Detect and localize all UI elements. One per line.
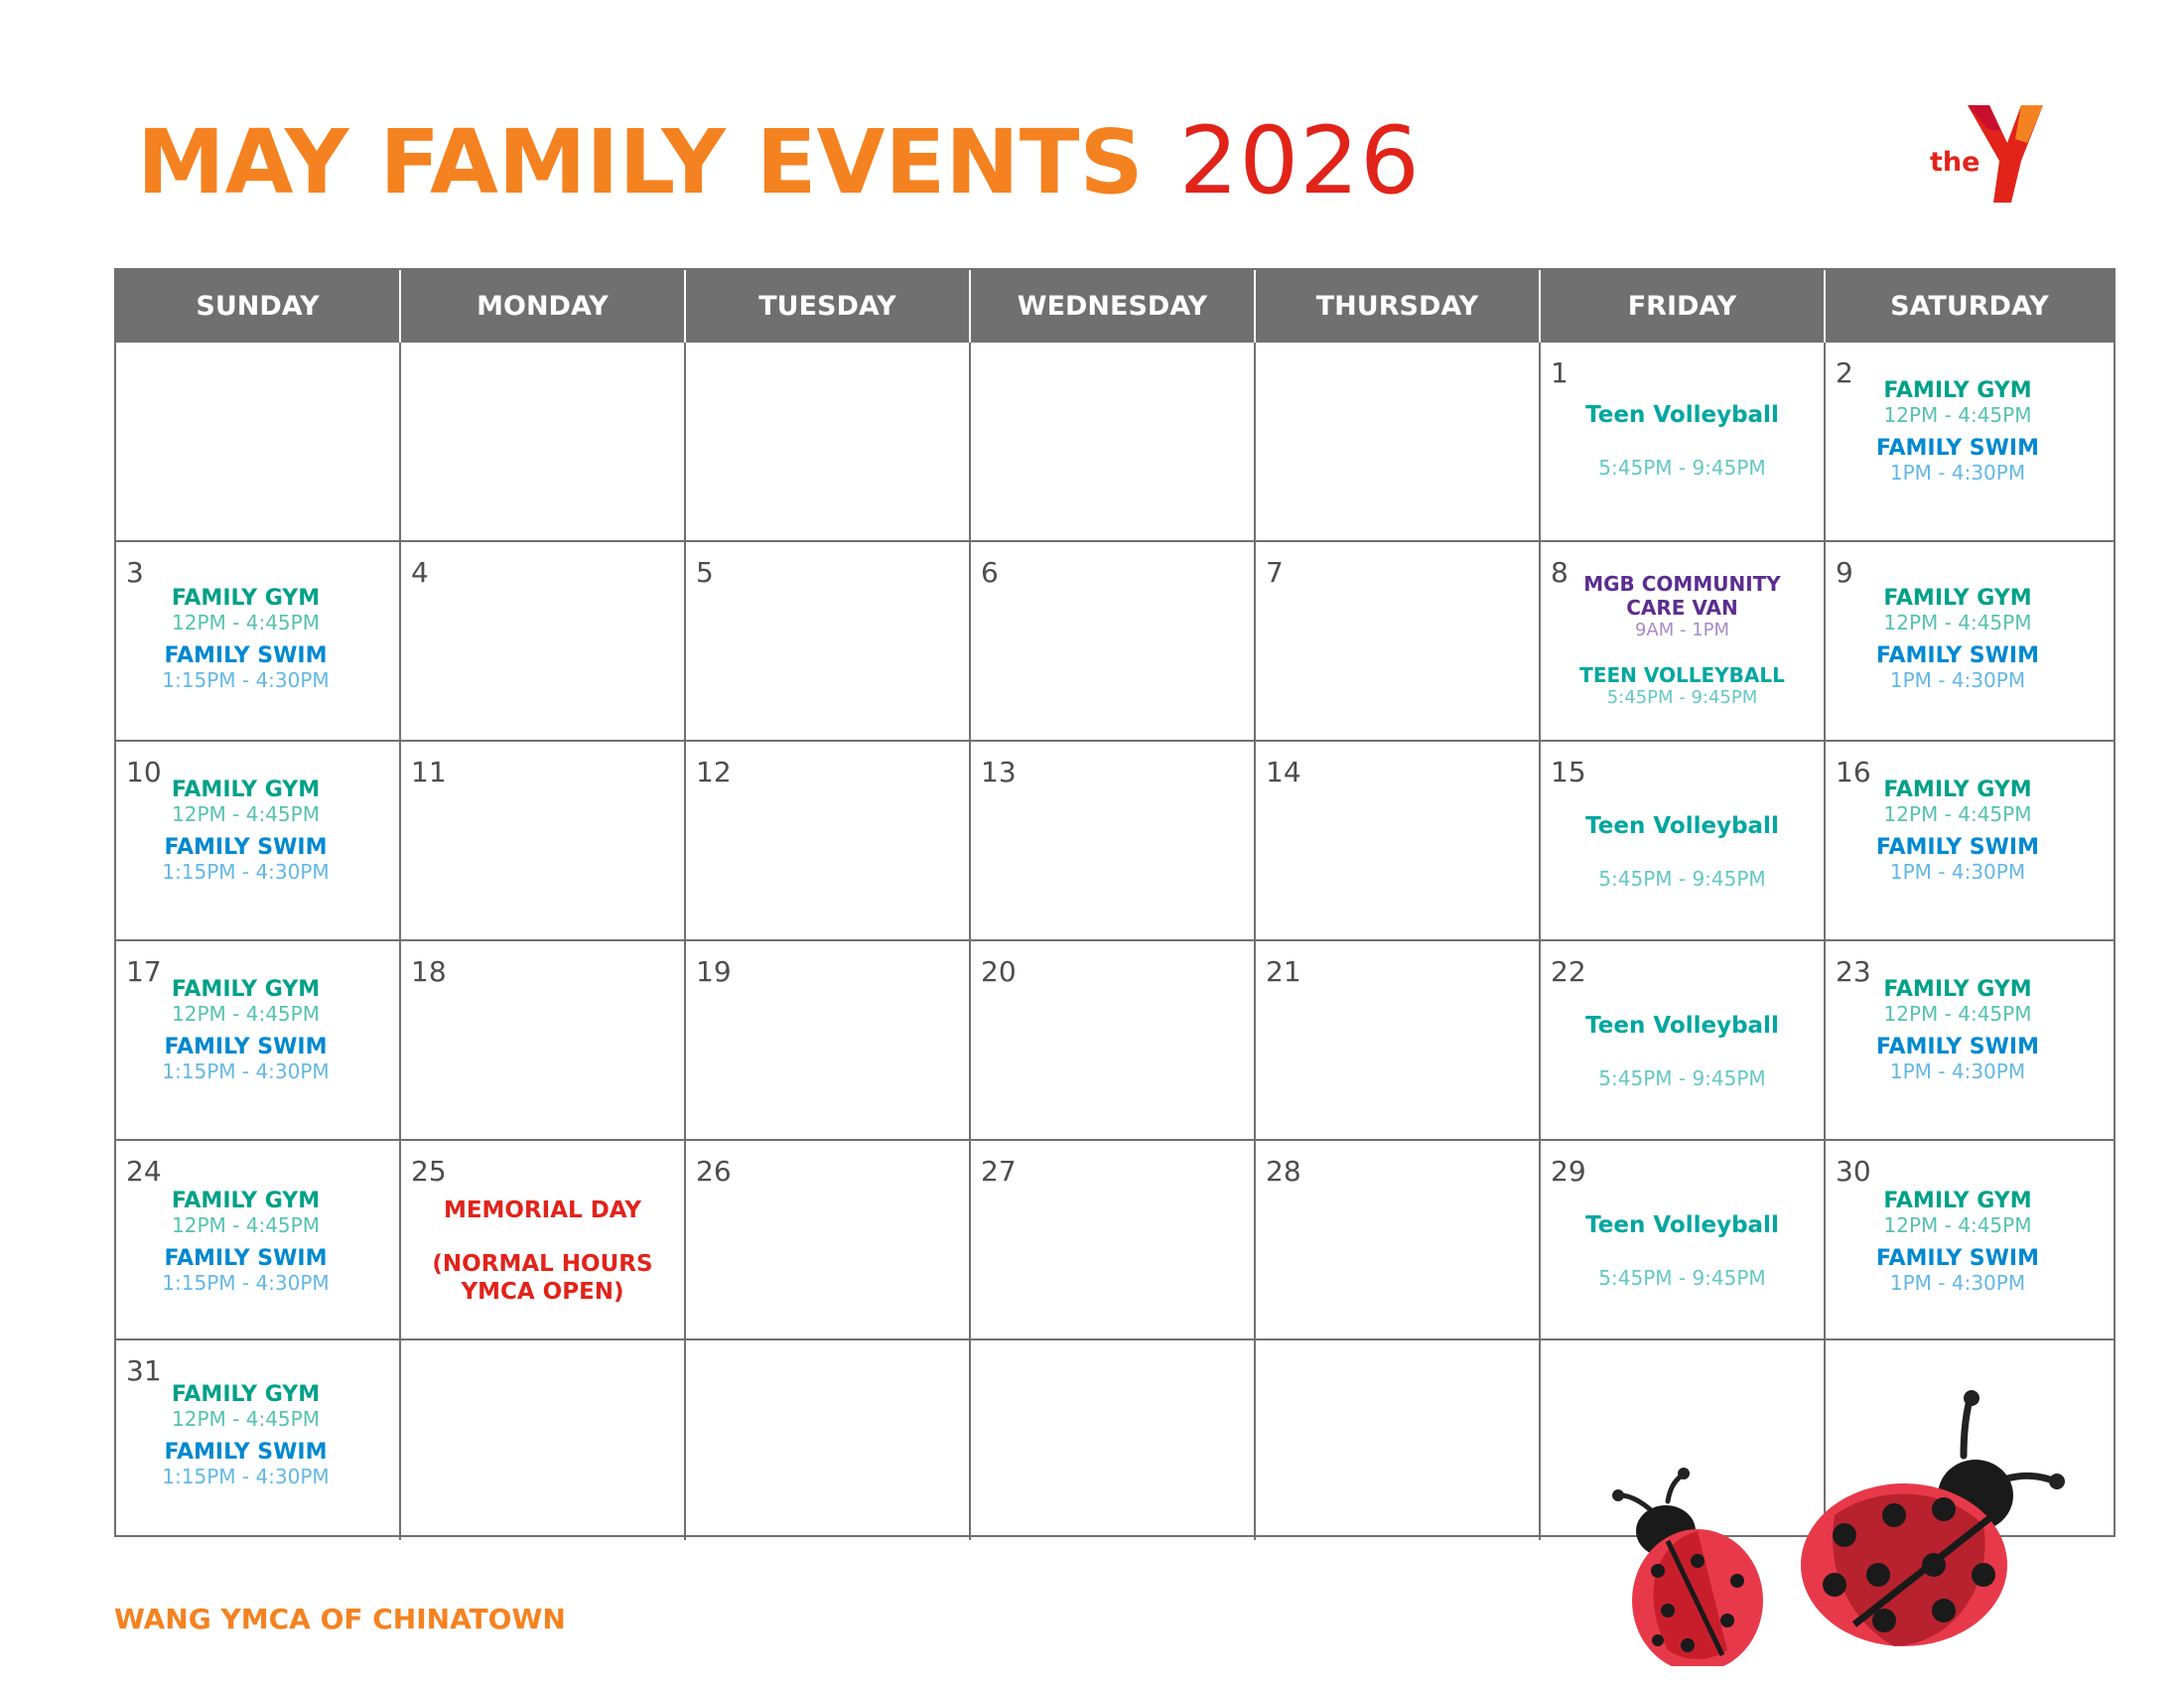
event-title: FAMILY GYM (1883, 378, 2032, 403)
event-time: 1:15PM - 4:30PM (162, 1271, 330, 1295)
day-cell-11 (401, 742, 686, 941)
day-cell-14 (1256, 742, 1541, 941)
event-teen2 (1541, 663, 1824, 709)
weekday-wednesday: WEDNESDAY (971, 270, 1256, 343)
day-number: 19 (696, 955, 732, 988)
day-number: 21 (1266, 955, 1301, 988)
day-cell-8 (1541, 542, 1826, 742)
ladybug-small-icon (1598, 1452, 1777, 1666)
event-title-line2: CARE VAN (1626, 596, 1738, 620)
event-time: 12PM - 4:45PM (172, 802, 320, 826)
day-number: 1 (1551, 356, 1569, 389)
day-number: 10 (126, 756, 162, 788)
event-title: FAMILY GYM (171, 977, 321, 1002)
event-title: Teen Volleyball (1585, 402, 1779, 428)
day-number: 24 (126, 1155, 162, 1188)
event-time: 1PM - 4:30PM (1889, 461, 2026, 485)
title-year: 2026 (1178, 107, 1421, 215)
day-cell-empty (1256, 343, 1541, 542)
event-time: 1PM - 4:30PM (1889, 860, 2026, 884)
day-cell-9 (1826, 542, 2114, 742)
event-time: 12PM - 4:45PM (172, 1002, 320, 1026)
weekday-saturday: SATURDAY (1890, 291, 2049, 322)
event-gym (104, 586, 387, 634)
event-title: FAMILY SWIM (164, 1035, 328, 1059)
day-cell-31 (116, 1340, 401, 1540)
event-title: Teen Volleyball (1585, 813, 1779, 839)
event-time: 5:45PM - 9:45PM (1598, 1266, 1766, 1290)
day-number: 3 (126, 556, 144, 589)
event-title: Teen Volleyball (1585, 1013, 1779, 1039)
event-swim (1814, 835, 2102, 884)
event-title: MGB COMMUNITY (1583, 572, 1781, 596)
event-title: FAMILY SWIM (1876, 436, 2039, 461)
day-number: 23 (1836, 955, 1871, 988)
day-cell-19 (686, 941, 971, 1141)
event-title: FAMILY GYM (1883, 1189, 2032, 1213)
day-cell-23 (1826, 941, 2114, 1141)
day-number: 5 (696, 556, 714, 589)
logo-text: the (1930, 147, 1980, 178)
event-title: FAMILY GYM (171, 586, 321, 611)
day-cell-26 (686, 1141, 971, 1340)
event-gym (104, 1189, 387, 1237)
ymca-logo (1912, 99, 2069, 209)
day-cell-2 (1826, 343, 2114, 542)
event-time: 1:15PM - 4:30PM (162, 860, 330, 884)
event-time: 12PM - 4:45PM (1883, 611, 2032, 634)
day-cell-7 (1256, 542, 1541, 742)
day-cell-27 (971, 1141, 1256, 1340)
event-title: FAMILY GYM (1883, 586, 2032, 611)
day-number: 7 (1266, 556, 1284, 589)
event-gym (1814, 1189, 2102, 1237)
day-cell-12 (686, 742, 971, 941)
event-title: FAMILY SWIM (1876, 1035, 2039, 1059)
day-number: 15 (1551, 756, 1586, 788)
event-title: FAMILY SWIM (164, 1246, 328, 1271)
day-cell-empty (401, 1340, 686, 1540)
day-number: 2 (1836, 356, 1853, 389)
event-swim (1814, 1246, 2102, 1295)
day-cell-6 (971, 542, 1256, 742)
day-number: 27 (981, 1155, 1017, 1188)
day-number: 31 (126, 1354, 162, 1387)
event-title: FAMILY SWIM (1876, 643, 2039, 668)
event-time: 1PM - 4:30PM (1889, 1059, 2026, 1083)
event-teen (1541, 402, 1824, 480)
event-title: FAMILY GYM (171, 1382, 321, 1407)
event-time: 12PM - 4:45PM (1883, 403, 2032, 427)
page-title (137, 107, 1421, 215)
day-number: 6 (981, 556, 999, 589)
event-time: 9AM - 1PM (1634, 620, 1730, 640)
event-swim (104, 1035, 387, 1083)
event-title-line2: YMCA OPEN) (461, 1279, 624, 1305)
day-cell-empty (686, 1340, 971, 1540)
event-gym (1814, 378, 2102, 427)
event-swim (104, 643, 387, 692)
event-gym (104, 977, 387, 1026)
day-number: 28 (1266, 1155, 1301, 1188)
calendar-grid (116, 343, 2114, 1540)
event-time: 5:45PM - 9:45PM (1606, 687, 1758, 708)
event-time: 12PM - 4:45PM (1883, 1213, 2032, 1237)
day-cell-5 (686, 542, 971, 742)
event-gym (1814, 977, 2102, 1026)
event-holiday (401, 1196, 684, 1224)
event-title: Teen Volleyball (1585, 1212, 1779, 1238)
day-number: 29 (1551, 1155, 1586, 1188)
day-number: 12 (696, 756, 732, 788)
calendar (114, 268, 2116, 1537)
weekday-tuesday: TUESDAY (686, 270, 971, 343)
weekday-friday: FRIDAY (1541, 270, 1826, 343)
day-cell-17 (116, 941, 401, 1141)
event-title: FAMILY GYM (171, 1189, 321, 1213)
day-cell-empty (686, 343, 971, 542)
day-cell-empty (401, 343, 686, 542)
day-cell-25 (401, 1141, 686, 1340)
day-number: 8 (1551, 556, 1569, 589)
event-title: FAMILY GYM (171, 777, 321, 802)
day-cell-18 (401, 941, 686, 1141)
day-number: 16 (1836, 756, 1871, 788)
day-cell-22 (1541, 941, 1826, 1141)
event-title: FAMILY SWIM (1876, 1246, 2039, 1271)
event-swim (104, 1440, 387, 1488)
event-swim (1814, 1035, 2102, 1083)
event-time: 1:15PM - 4:30PM (162, 1059, 330, 1083)
event-time: 1PM - 4:30PM (1889, 668, 2026, 692)
event-time: 12PM - 4:45PM (1883, 802, 2032, 826)
event-title: FAMILY GYM (1883, 777, 2032, 802)
event-title: FAMILY SWIM (1876, 835, 2039, 860)
weekday-header (116, 270, 2114, 343)
day-cell-28 (1256, 1141, 1541, 1340)
day-cell-29 (1541, 1141, 1826, 1340)
event-gym (1814, 777, 2102, 826)
day-number: 11 (411, 756, 447, 788)
event-van (1541, 572, 1824, 641)
footer-organization: WANG YMCA OF CHINATOWN (114, 1603, 566, 1635)
event-time: 5:45PM - 9:45PM (1598, 1066, 1766, 1090)
day-number: 4 (411, 556, 429, 589)
event-title: FAMILY GYM (1883, 977, 2032, 1002)
weekday-thursday: THURSDAY (1256, 270, 1541, 343)
event-teen (1541, 1013, 1824, 1090)
day-cell-16 (1826, 742, 2114, 941)
day-cell-empty (1256, 1340, 1541, 1540)
day-cell-13 (971, 742, 1256, 941)
day-cell-20 (971, 941, 1256, 1141)
event-title: FAMILY SWIM (164, 835, 328, 860)
day-cell-3 (116, 542, 401, 742)
event-title: TEEN VOLLEYBALL (1579, 663, 1785, 687)
weekday-monday: MONDAY (401, 270, 686, 343)
day-number: 30 (1836, 1155, 1871, 1188)
event-time: 1:15PM - 4:30PM (162, 1465, 330, 1488)
day-number: 18 (411, 955, 447, 988)
day-number: 14 (1266, 756, 1301, 788)
day-number: 26 (696, 1155, 732, 1188)
event-time: 5:45PM - 9:45PM (1598, 456, 1766, 480)
day-number: 13 (981, 756, 1017, 788)
event-title: MEMORIAL DAY (443, 1197, 642, 1223)
event-title: FAMILY SWIM (164, 643, 328, 668)
day-cell-21 (1256, 941, 1541, 1141)
event-time: 12PM - 4:45PM (172, 1407, 320, 1431)
day-number: 9 (1836, 556, 1853, 589)
day-number: 20 (981, 955, 1017, 988)
event-title: FAMILY SWIM (164, 1440, 328, 1465)
event-title: (NORMAL HOURS (432, 1251, 653, 1277)
event-teen (1541, 813, 1824, 891)
event-time: 12PM - 4:45PM (1883, 1002, 2032, 1026)
event-swim (1814, 436, 2102, 485)
day-number: 22 (1551, 955, 1586, 988)
weekday-sunday: SUNDAY (116, 270, 401, 343)
day-cell-1 (1541, 343, 1826, 542)
event-gym (1814, 586, 2102, 634)
day-cell-15 (1541, 742, 1826, 941)
day-cell-24 (116, 1141, 401, 1340)
event-time: 1:15PM - 4:30PM (162, 668, 330, 692)
event-swim (104, 835, 387, 884)
ladybug-large-icon (1795, 1386, 2073, 1664)
event-holiday-note (401, 1250, 684, 1306)
title-main: MAY FAMILY EVENTS (137, 110, 1144, 213)
day-cell-empty (971, 343, 1256, 542)
day-number: 17 (126, 955, 162, 988)
event-time: 12PM - 4:45PM (172, 1213, 320, 1237)
day-cell-10 (116, 742, 401, 941)
event-swim (104, 1246, 387, 1295)
day-cell-4 (401, 542, 686, 742)
event-gym (104, 777, 387, 826)
day-cell-empty (116, 343, 401, 542)
event-time: 1PM - 4:30PM (1889, 1271, 2026, 1295)
day-cell-30 (1826, 1141, 2114, 1340)
event-gym (104, 1382, 387, 1431)
day-number: 25 (411, 1155, 447, 1188)
event-time: 12PM - 4:45PM (172, 611, 320, 634)
event-time: 5:45PM - 9:45PM (1598, 867, 1766, 891)
day-cell-empty (971, 1340, 1256, 1540)
event-swim (1814, 643, 2102, 692)
event-teen (1541, 1212, 1824, 1290)
